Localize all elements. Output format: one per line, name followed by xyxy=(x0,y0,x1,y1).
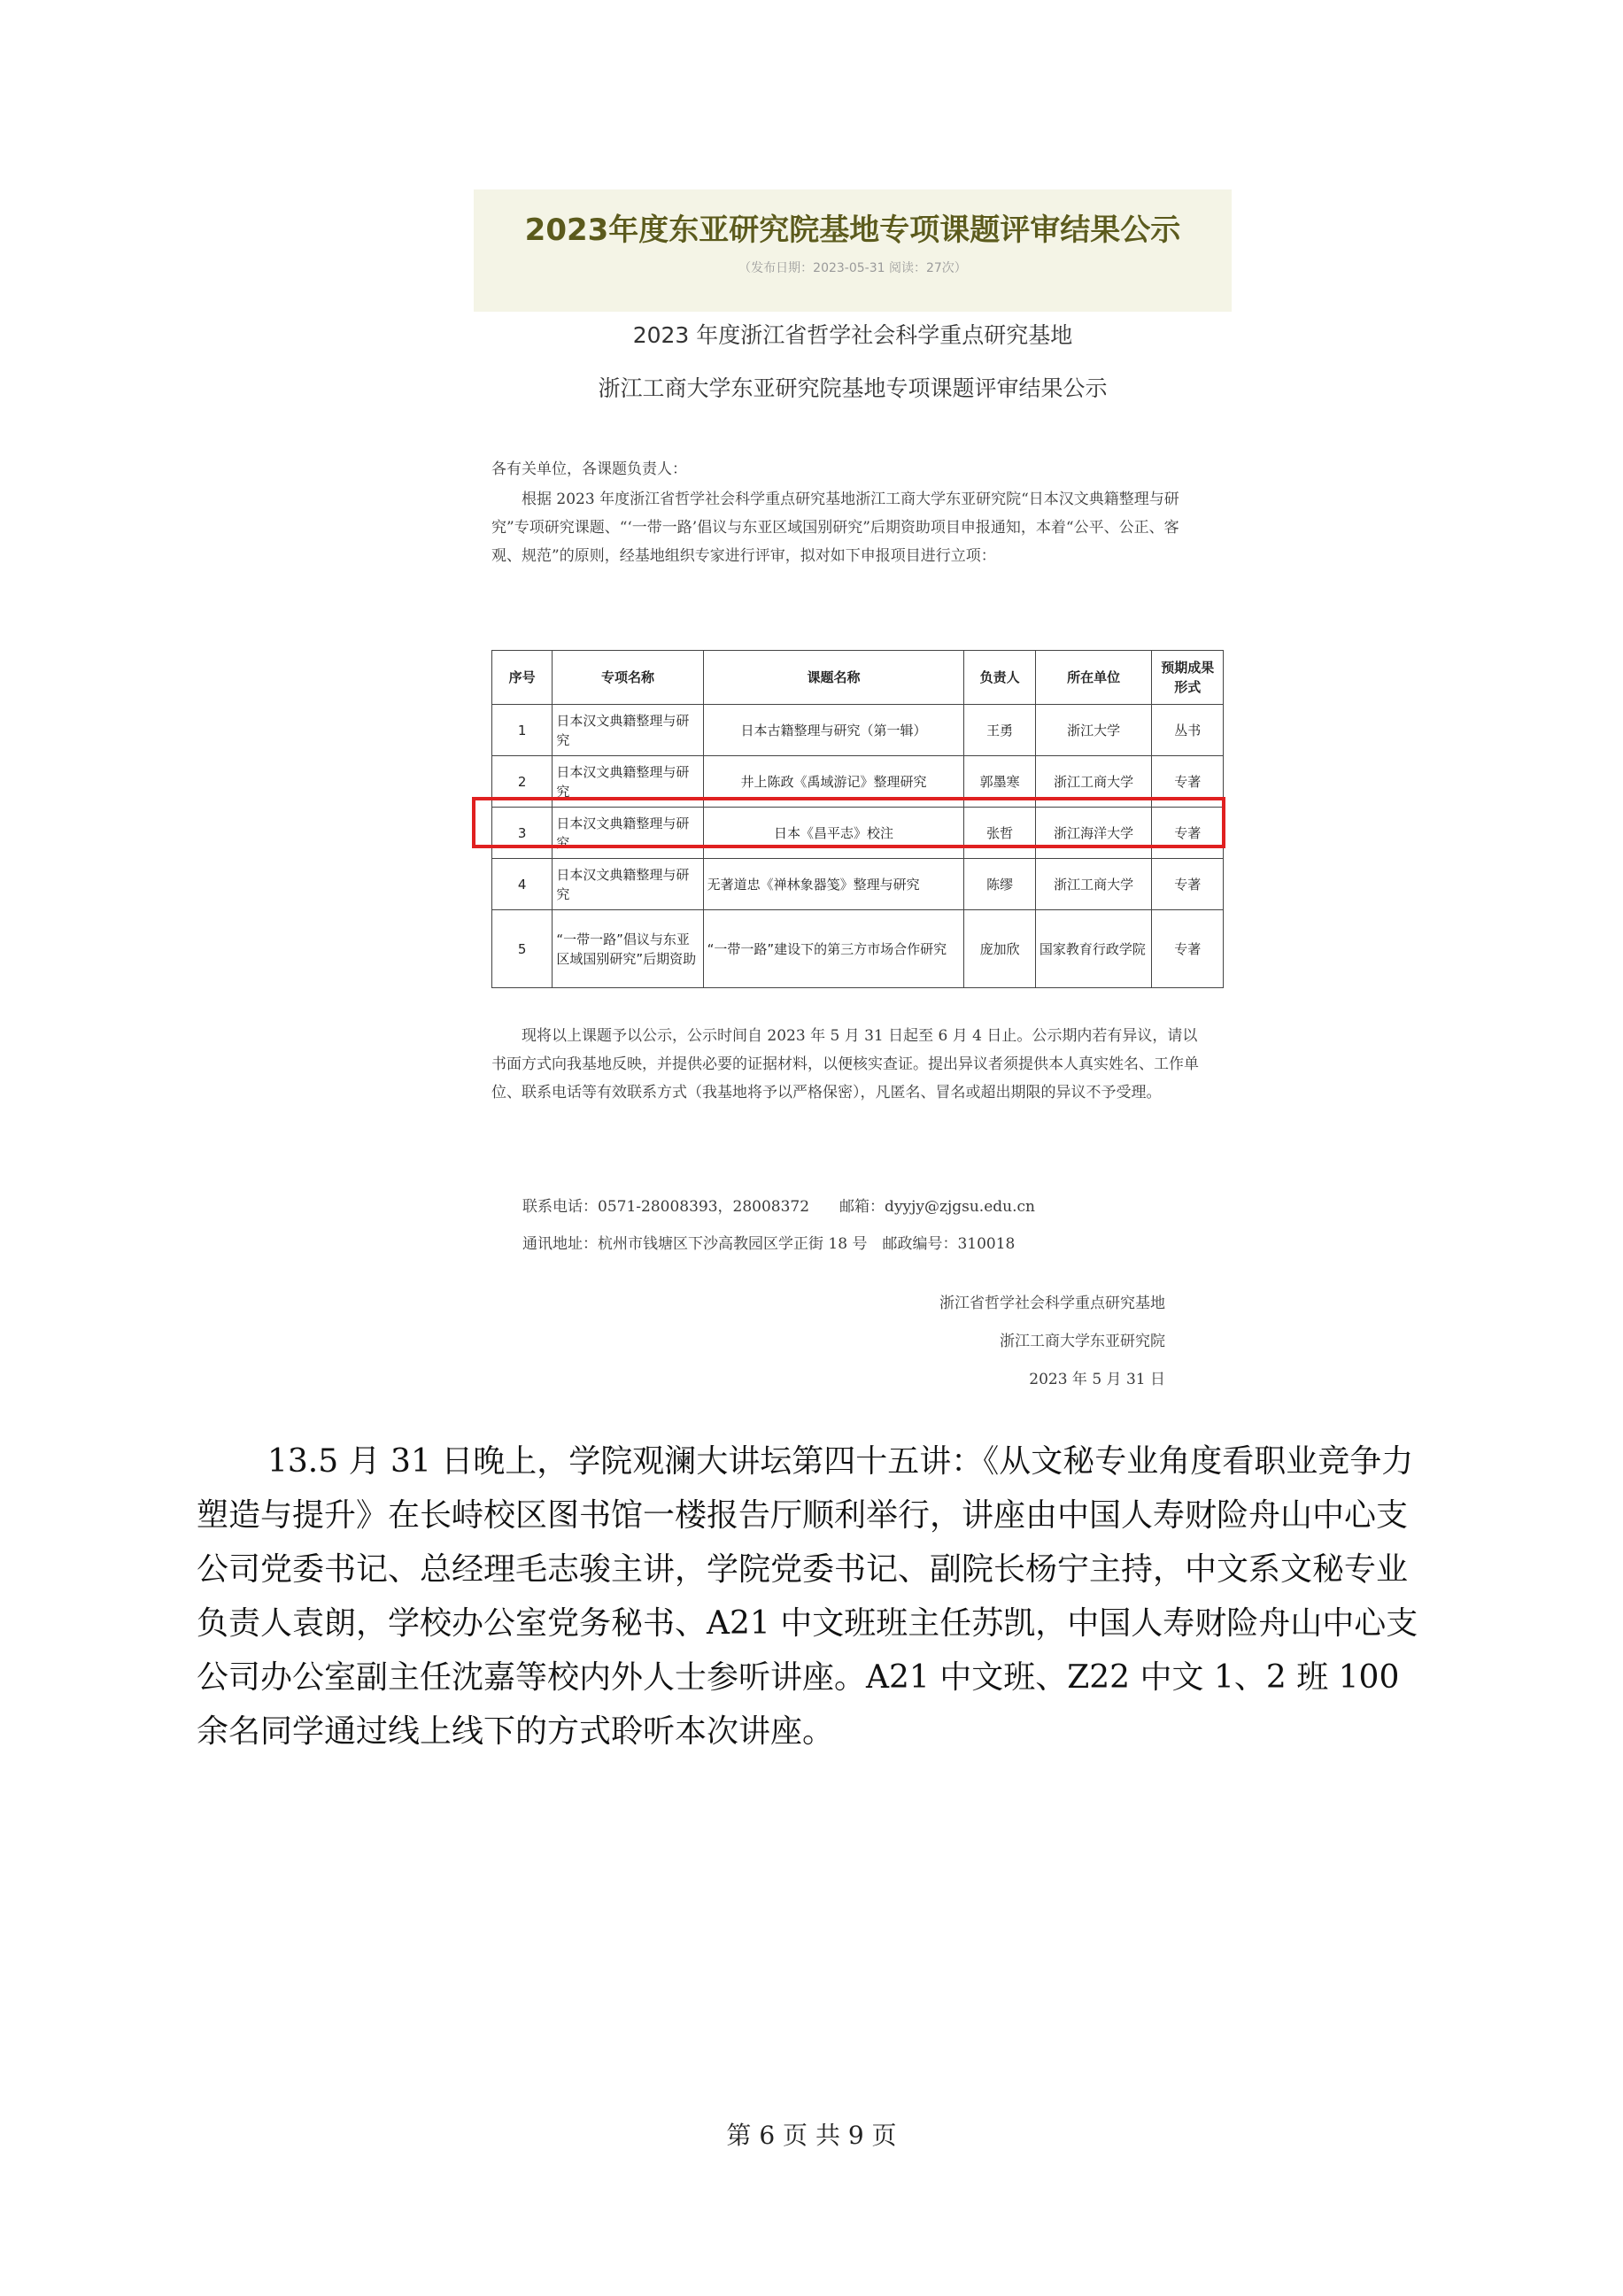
table-cell: 日本《昌平志》校注 xyxy=(703,808,964,859)
table-cell: 日本汉文典籍整理与研究 xyxy=(553,705,703,756)
table-header: 专项名称 xyxy=(553,651,703,705)
table-cell: 日本古籍整理与研究（第一辑） xyxy=(703,705,964,756)
table-cell: 无著道忠《禅林象器笺》整理与研究 xyxy=(703,859,964,910)
table-cell: 2 xyxy=(492,756,553,808)
embedded-notice-screenshot xyxy=(474,189,1232,1403)
table-cell: 郭墨寒 xyxy=(964,756,1036,808)
table-cell: 王勇 xyxy=(964,705,1036,756)
table-cell: 浙江海洋大学 xyxy=(1035,808,1152,859)
notice-title-line1: 2023 年度浙江省哲学社会科学重点研究基地 xyxy=(632,322,1073,348)
table-cell: 日本汉文典籍整理与研究 xyxy=(553,808,703,859)
body-paragraph: 13.5 月 31 日晚上，学院观澜大讲坛第四十五讲：《从文秘专业角度看职业竞争力塑造与提升》在长峙校区图书馆一楼报告厅顺利举行，讲座由中国人寿财险舟山中心支公司党委书记、总经理毛志骏主讲，学院党委书记、副院长杨宁主持，中文系文秘专业负责人袁朗，学校办公室党务秘书、A21 中文班班主任苏凯，中国人寿财险舟山中心支公司办公室副主任沈嘉等校内外人士参听讲座。A21 中文班、Z22 中文 1、2 班 100 余名同学通过线上线下的方式聆听本次讲座。 xyxy=(197,1443,1418,1750)
table-header: 负责人 xyxy=(964,651,1036,705)
table-cell: 1 xyxy=(492,705,553,756)
table-row xyxy=(492,705,1224,756)
table-cell: 井上陈政《禹域游记》整理研究 xyxy=(703,756,964,808)
table-header: 所在单位 xyxy=(1035,651,1152,705)
table-cell: 浙江工商大学 xyxy=(1035,756,1152,808)
banner-publish-meta: （发布日期：2023-05-31 阅读：27次） xyxy=(738,261,967,275)
table-cell: 庞加欣 xyxy=(964,910,1036,988)
table-cell: 浙江工商大学 xyxy=(1035,859,1152,910)
table-cell: “一带一路”倡议与东亚区域国别研究”后期资助 xyxy=(553,910,703,988)
banner-title: 2023年度东亚研究院基地专项课题评审结果公示 xyxy=(524,213,1181,248)
table-cell: 专著 xyxy=(1152,756,1224,808)
table-header: 课题名称 xyxy=(703,651,964,705)
notice-banner xyxy=(474,189,1232,312)
table-cell: 丛书 xyxy=(1152,705,1224,756)
notice-salutation: 各有关单位，各课题负责人： xyxy=(491,460,687,478)
notice-intro: 根据 2023 年度浙江省哲学社会科学重点研究基地浙江工商大学东亚研究院“日本汉文典籍整理与研究”专项研究课题、“‘一带一路’倡议与东亚区域国别研究”后期资助项目申报通知，本着“公平、公正、客观、规范”的原则，经基地组织专家进行评审，拟对如下申报项目进行立项： xyxy=(491,491,1179,565)
table-cell: 4 xyxy=(492,859,553,910)
table-cell: 陈缪 xyxy=(964,859,1036,910)
contact-phone-email: 联系电话：0571-28008393，28008372 邮箱：dyyjy@zjgsu.edu.cn xyxy=(522,1198,1035,1216)
contact-address: 通讯地址：杭州市钱塘区下沙高教园区学正街 18 号 邮政编号：310018 xyxy=(522,1235,1016,1253)
table-cell: 日本汉文典籍整理与研究 xyxy=(553,756,703,808)
table-row xyxy=(492,910,1224,988)
red-highlight-box xyxy=(472,797,1225,848)
table-cell: “一带一路”建设下的第三方市场合作研究 xyxy=(703,910,964,988)
table-cell: 专著 xyxy=(1152,808,1224,859)
signature-org-2: 浙江工商大学东亚研究院 xyxy=(1000,1333,1165,1350)
table-cell: 浙江大学 xyxy=(1035,705,1152,756)
signature-date: 2023 年 5 月 31 日 xyxy=(1029,1371,1165,1388)
table-cell: 专著 xyxy=(1152,859,1224,910)
table-cell: 日本汉文典籍整理与研究 xyxy=(553,859,703,910)
page-footer: 第 6 页 共 9 页 xyxy=(726,2121,897,2150)
table-cell: 专著 xyxy=(1152,910,1224,988)
table-cell: 国家教育行政学院 xyxy=(1035,910,1152,988)
table-header: 序号 xyxy=(492,651,553,705)
table-row xyxy=(492,859,1224,910)
table-cell: 张哲 xyxy=(964,808,1036,859)
notice-publicity: 现将以上课题予以公示，公示时间自 2023 年 5 月 31 日起至 6 月 4 日止。公示期内若有异议，请以书面方式向我基地反映，并提供必要的证据材料，以便核实查证。提出异议者须提供本人真实姓名、工作单位、联系电话等有效联系方式（我基地将予以严格保密），凡匿名、冒名或超出期限的异议不予受理。 xyxy=(491,1027,1199,1102)
signature-org-1: 浙江省哲学社会科学重点研究基地 xyxy=(939,1295,1165,1312)
table-cell: 3 xyxy=(492,808,553,859)
table-header: 预期成果形式 xyxy=(1152,651,1224,705)
table-cell: 5 xyxy=(492,910,553,988)
notice-title-line2: 浙江工商大学东亚研究院基地专项课题评审结果公示 xyxy=(598,375,1108,401)
